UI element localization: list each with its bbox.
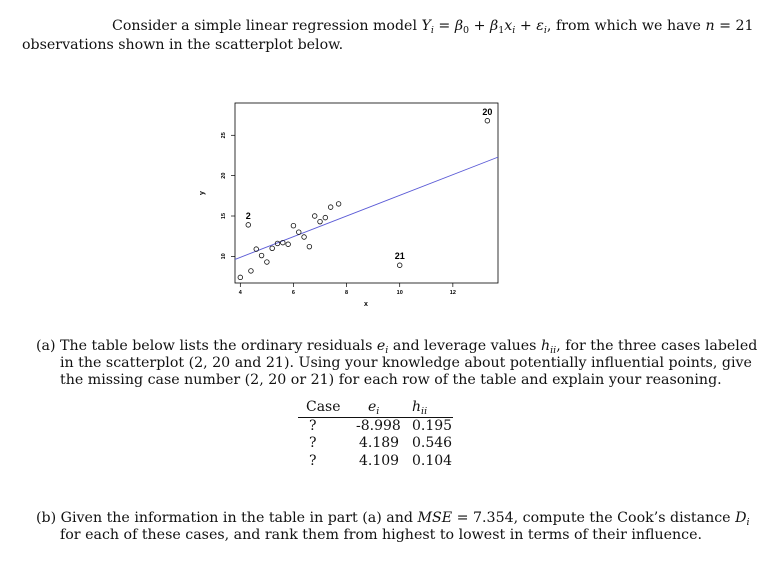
y-axis-label: y bbox=[199, 191, 206, 195]
scatter-point bbox=[312, 214, 317, 219]
table-header-case: Case bbox=[306, 399, 341, 415]
plot-frame bbox=[235, 103, 498, 283]
table-cell-leverage: 0.104 bbox=[412, 453, 453, 469]
table-header-residual: $e_i$ bbox=[368, 399, 380, 417]
table-cell-residual: -8.998 bbox=[356, 418, 401, 434]
x-tick-label: 12 bbox=[449, 290, 456, 296]
table-cell-case: ? bbox=[309, 418, 317, 434]
scatter-point bbox=[328, 205, 333, 210]
scatter-point bbox=[265, 260, 270, 265]
scatter-point bbox=[286, 242, 291, 247]
part-a-line-1: (a) The table below lists the ordinary residuals $e_i$ and leverage values $h_{ii}$, for the three cases labeled bbox=[36, 338, 757, 356]
x-tick-label: 4 bbox=[238, 290, 242, 296]
case-label: 20 bbox=[482, 106, 493, 117]
x-axis-label: x bbox=[364, 301, 368, 308]
scatterplot bbox=[190, 95, 510, 315]
scatter-point bbox=[296, 230, 301, 235]
y-tick-label: 10 bbox=[221, 253, 227, 260]
case-label: 2 bbox=[245, 210, 251, 221]
intro-line-2: observations shown in the scatterplot below. bbox=[22, 37, 344, 53]
part-b-line-1: (b) Given the information in the table in part (a) and MSE = 7.354, compute the Cook’s distance $D_i$ bbox=[36, 510, 750, 528]
table-cell-case: ? bbox=[309, 453, 317, 469]
part-a-line-3: the missing case number (2, 20 or 21) for each row of the table and explain your reasoning. bbox=[60, 372, 722, 388]
scatter-point bbox=[246, 223, 251, 228]
x-tick-label: 8 bbox=[345, 290, 349, 296]
x-tick-label: 6 bbox=[291, 290, 295, 296]
x-tick-label: 10 bbox=[396, 290, 403, 296]
scatter-point bbox=[259, 253, 264, 258]
table-cell-case: ? bbox=[309, 435, 317, 451]
scatter-point bbox=[397, 263, 402, 268]
table-header-leverage: $h_{ii}$ bbox=[412, 399, 428, 417]
table-cell-leverage: 0.195 bbox=[412, 418, 453, 434]
scatter-point bbox=[270, 246, 275, 251]
y-tick-label: 20 bbox=[221, 172, 227, 179]
y-tick-label: 15 bbox=[221, 212, 227, 220]
table-cell-residual: 4.109 bbox=[359, 453, 400, 469]
scatter-point bbox=[318, 219, 323, 224]
scatter-point bbox=[323, 215, 328, 220]
scatter-point bbox=[336, 202, 341, 207]
part-b-line-2: for each of these cases, and rank them from highest to lowest in terms of their influence. bbox=[60, 527, 703, 543]
scatter-point bbox=[307, 244, 312, 249]
scatter-point bbox=[291, 223, 296, 228]
table-cell-residual: 4.189 bbox=[359, 435, 400, 451]
scatter-point bbox=[302, 235, 307, 240]
table-cell-leverage: 0.546 bbox=[412, 435, 453, 451]
case-label: 21 bbox=[394, 251, 405, 262]
regression-line bbox=[235, 157, 498, 262]
scatter-point bbox=[485, 118, 490, 123]
scatter-point bbox=[238, 275, 243, 280]
scatter-point bbox=[249, 269, 254, 274]
part-a-line-2: in the scatterplot (2, 20 and 21). Using your knowledge about potentially influential points, give bbox=[60, 355, 752, 371]
intro-line-1: Consider a simple linear regression model $Y_i = \beta_0 + \beta_1x_i + \varepsilon_i$, from which we have n = 21 bbox=[112, 18, 754, 36]
y-tick-label: 25 bbox=[221, 132, 227, 139]
